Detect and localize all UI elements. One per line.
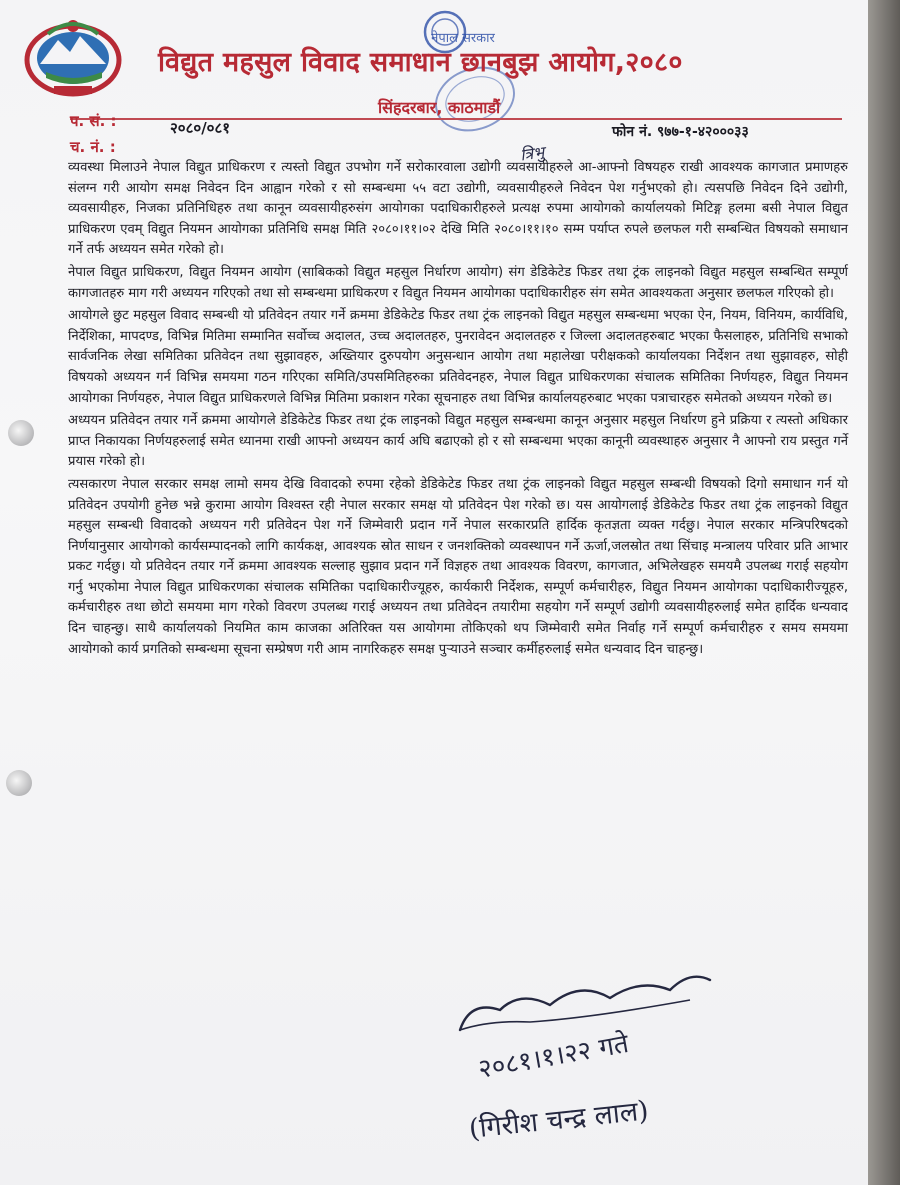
handwritten-signature: [440, 960, 770, 1160]
body-paragraph: त्यसकारण नेपाल सरकार समक्ष लामो समय देखि विवादको रुपमा रहेको डेडिकेटेड फिडर तथा ट्रंक लाइनको विद्युत महसुल सम्बन्धी विषयको दिगो समाधान गर्न यो प्रतिवेदन उपयोगी हुनेछ भन्ने कुरामा आयोग विश्वस्त रही नेपाल सरकार समक्ष यो प्रतिवेदन पेश गरेको छ। यस आयोगलाई डेडिकेटेड फिडर तथा ट्रंक लाइनको विद्युत महसुल सम्बन्धी विवादको अध्ययन गरी प्रतिवेदन पेश गर्ने जिम्मेवारी प्रदान गर्ने नेपाल सरकारप्रति हार्दिक कृतज्ञता व्यक्त गर्दछु। नेपाल सरकार मन्त्रिपरिषदको निर्णयानुसार आयोगको कार्यसम्पादनको लागि कार्यकक्ष, आवश्यक स्रोत साधन र जनशक्तिको व्यवस्थापन गर्ने ऊर्जा,जलस्रोत तथा सिंचाइ मन्त्रालय परिवार प्रति आभार प्रकट गर्दछु। यो प्रतिवेदन तयार गर्ने क्रममा आवश्यक सल्लाह सुझाव प्रदान गर्ने विज्ञहरु तथा आवश्यक विवरण, कागजात, अभिलेखहरु समयमै उपलब्ध गराई सहयोग गर्नु भएकोमा नेपाल विद्युत प्राधिकरणका संचालक समितिका पदाधिकारीज्यूहरु, कार्यकारी निर्देशक, सम्पूर्ण कर्मचारीहरु, विद्युत नियमन आयोगका पदाधिकारीज्यूहरु, कर्मचारीहरु तथा छोटो समयमा माग गरेको विवरण उपलब्ध गराई अध्ययन तथा प्रतिवेदन तयारीमा सहयोग गर्ने सम्पूर्ण उद्योगी व्यवसायीहरुलाई समेत हार्दिक धन्यवाद दिन चाहन्छु। साथै कार्यालयको नियमित काम काजका अतिरिक्त यस आयोगमा तोकिएको थप जिम्मेवारी समेत निर्वाह गर्ने सम्पूर्ण कर्मचारीहरु र समय समयमा आयोगको कार्य प्रगतिको सम्बन्धमा सूचना सम्प्रेषण गरी आम नागरिकहरु समक्ष पुऱ्याउने सञ्चार कर्मीहरुलाई समेत धन्यवाद दिन चाहन्छु।: [68, 476, 848, 657]
handwritten-initials: त्रिभु: [518, 142, 546, 165]
page-edge-shadow: [868, 0, 900, 1185]
body-paragraph: आयोगले छुट महसुल विवाद सम्बन्धी यो प्रतिवेदन तयार गर्ने क्रममा डेडिकेटेड फिडर तथा ट्रंक लाइनको विद्युत महसुल सम्बन्धमा भएका ऐन, नियम, विनियम, कार्यविधि, निर्देशिका, मापदण्ड, विभिन्न मितिमा सम्मानित सर्वोच्च अदालत, उच्च अदालतहरु, पुनरावेदन अदालतहरु र जिल्ला अदालतहरुबाट भएका फैसलाहरु, प्रतिनिधि सभाको सार्वजनिक लेखा समितिका प्रतिवेदन तथा सुझावहरु, अख्तियार दुरुपयोग अनुसन्धान आयोग तथा महालेखा परीक्षकको कार्यालयका निर्देशन तथा सुझावहरु, सोही विषयको अध्ययन गर्न विभिन्न समयमा गठन गरिएका समिति/उपसमितिहरुका प्रतिवेदनहरु, नेपाल विद्युत प्राधिकरणका संचालक समितिका निर्णयहरु, विद्युत नियमन आयोगका निर्णयहरु, नेपाल विद्युत प्राधिकरणले विभिन्न मितिमा प्रकाशन गरेका सूचनाहरु तथा विभिन्न कार्यालयहरुबाट भएका पत्राचारहरु समेतको अध्ययन गरेको छ।: [68, 308, 848, 406]
organization-title: विद्युत महसुल विवाद समाधान छानबुझ आयोग,२०८०: [158, 47, 683, 78]
letter-body: [68, 158, 848, 662]
nepal-emblem-icon: [18, 12, 128, 98]
body-paragraph: व्यवस्था मिलाउने नेपाल विद्युत प्राधिकरण र त्यस्तो विद्युत उपभोग गर्ने सरोकारवाला उद्योगी व्यवसायीहरुले आ-आफ्नो विषयहरु राखी आवश्यक कागजात प्रमाणहरु संलग्न गरी आयोग समक्ष निवेदन दिन आह्वान गरेको र सो सम्बन्धमा ५५ वटा उद्योगी, व्यवसायीहरुले निवेदन पेश गर्नुभएको हो। त्यसपछि निवेदन दिने उद्योगी, व्यवसायीहरु, निजका प्रतिनिधिहरु तथा कानून व्यवसायीहरुसंग आयोगका पदाधिकारीहरुले प्रत्यक्ष रुपमा आयोगको कार्यालयको मिटिङ्ग हलमा बसी नेपाल विद्युत प्राधिकरण एवम् विद्युत नियमन आयोगका प्रतिनिधि समक्ष मिति २०८०।११।०२ देखि मिति २०८०।११।१० सम्म पर्याप्त रुपले छलफल गरी सम्बन्धित विषयको समाधान गर्ने तर्फ अध्ययन समेत गरेको हो।: [68, 160, 848, 258]
signatory-name: (गिरीश चन्द्र लाल): [467, 1095, 651, 1145]
reference-number-label: प. सं. :: [70, 112, 117, 130]
phone-number: फोन नं. ९७७-१-४२०००३३: [612, 124, 749, 140]
organization-location: सिंहदरबार, काठमाडौं: [378, 98, 501, 117]
reference-number-value: २०८०/०८१: [170, 119, 231, 137]
signature-date: २०८१।१।२२ गते: [476, 1028, 631, 1085]
dispatch-number-label: च. नं. :: [70, 138, 116, 156]
punch-hole: [8, 420, 34, 446]
stamp-text: नेपाल सरकार: [431, 31, 495, 46]
body-paragraph: नेपाल विद्युत प्राधिकरण, विद्युत नियमन आयोग (साबिकको विद्युत महसुल निर्धारण आयोग) संग डेडिकेटेड फिडर तथा ट्रंक लाइनको विद्युत महसुल सम्बन्धित सम्पूर्ण कागजातहरु माग गरी अध्ययन गरिएको तथा सो सम्बन्धमा प्राधिकरण र विद्युत नियमन आयोगका पदाधिकारीहरु संग समेत आवश्यकता अनुसार छलफल गरिएको हो।: [68, 264, 848, 301]
punch-hole: [6, 770, 32, 796]
body-paragraph: अध्ययन प्रतिवेदन तयार गर्ने क्रममा आयोगले डेडिकेटेड फिडर तथा ट्रंक लाइनको विद्युत महसुल सम्बन्धमा कानून अनुसार महसुल निर्धारण हुने प्रक्रिया र त्यस्तो अधिकार प्राप्त निकायका निर्णयहरुलाई समेत ध्यानमा राखी आफ्नो अध्ययन कार्य अघि बढाएको हो र सो सम्बन्धमा भएका कानूनी व्यवस्थाहरु अनुसार नै आफ्नो राय प्रस्तुत गर्ने प्रयास गरेको हो।: [68, 413, 848, 470]
